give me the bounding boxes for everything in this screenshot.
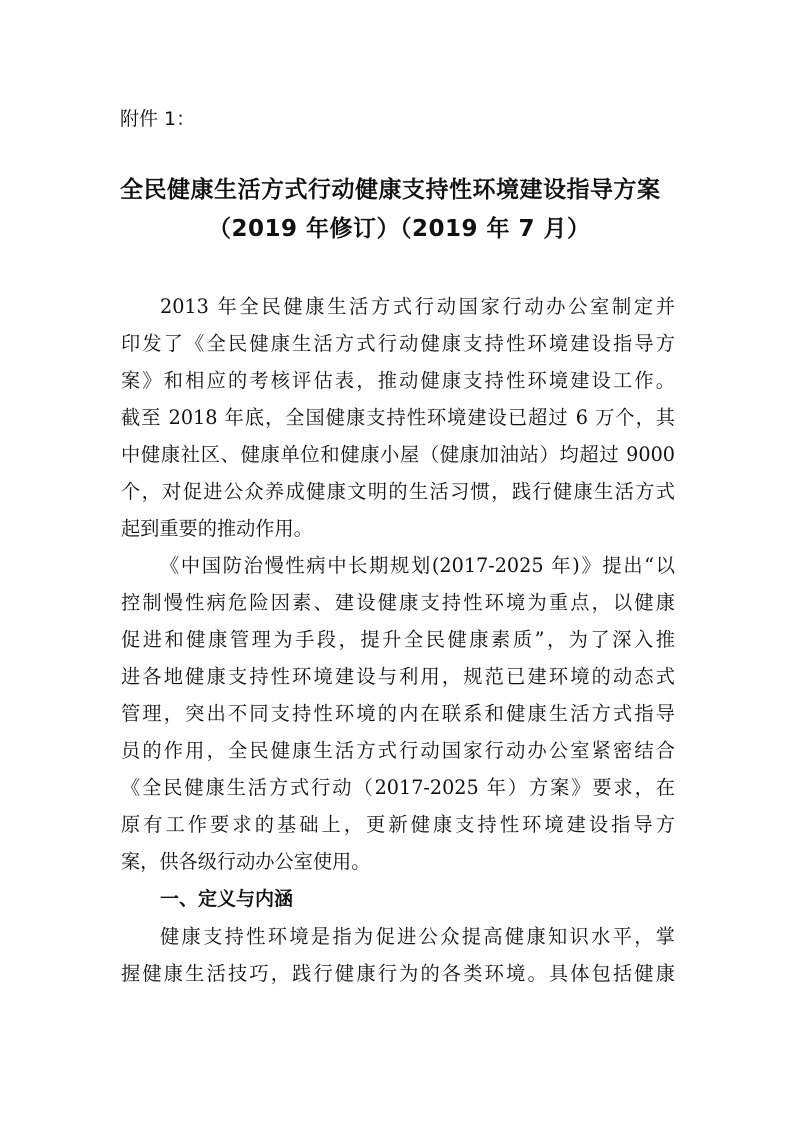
paragraph-line: 管理，突出不同支持性环境的内在联系和健康生活方式指导 — [121, 702, 675, 725]
paragraph-line: 个，对促进公众养成健康文明的生活习惯，践行健康生活方式 — [121, 480, 675, 503]
paragraph-line: 《全民健康生活方式行动（2017-2025 年）方案》要求，在 — [121, 776, 675, 799]
paragraph-line: 握健康生活技巧，践行健康行为的各类环境。具体包括健康 — [121, 962, 675, 985]
paragraph-line: 进各地健康支持性环境建设与利用，规范已建环境的动态式 — [121, 665, 675, 688]
attachment-label: 附件 1： — [120, 108, 196, 130]
document-title: 全民健康生活方式行动健康支持性环境建设指导方案 — [120, 177, 661, 203]
paragraph-line: 促进和健康管理为手段，提升全民健康素质”，为了深入推 — [121, 628, 675, 651]
paragraph-line: 健康支持性环境是指为促进公众提高健康知识水平，掌 — [160, 925, 675, 948]
paragraph-line: 2013 年全民健康生活方式行动国家行动办公室制定并 — [160, 295, 675, 318]
paragraph-line: 原有工作要求的基础上，更新健康支持性环境建设指导方 — [121, 813, 675, 836]
paragraph-line: 《中国防治慢性病中长期规划(2017-2025 年)》提出“以 — [160, 554, 675, 577]
paragraph-line: 案》和相应的考核评估表，推动健康支持性环境建设工作。 — [121, 369, 675, 392]
paragraph-line: 员的作用，全民健康生活方式行动国家行动办公室紧密结合 — [121, 739, 675, 762]
document-subtitle: （2019 年修订）（2019 年 7 月） — [208, 216, 591, 242]
paragraph-line: 中健康社区、健康单位和健康小屋（健康加油站）均超过 9000 — [121, 443, 675, 466]
paragraph-line: 案，供各级行动办公室使用。 — [121, 850, 371, 873]
paragraph-line: 截至 2018 年底，全国健康支持性环境建设已超过 6 万个，其 — [121, 406, 675, 429]
paragraph-line: 起到重要的推动作用。 — [121, 517, 313, 540]
section-heading: 一、定义与内涵 — [160, 888, 294, 910]
paragraph-line: 控制慢性病危险因素、建设健康支持性环境为重点，以健康 — [121, 591, 675, 614]
paragraph-line: 印发了《全民健康生活方式行动健康支持性环境建设指导方 — [121, 332, 675, 355]
